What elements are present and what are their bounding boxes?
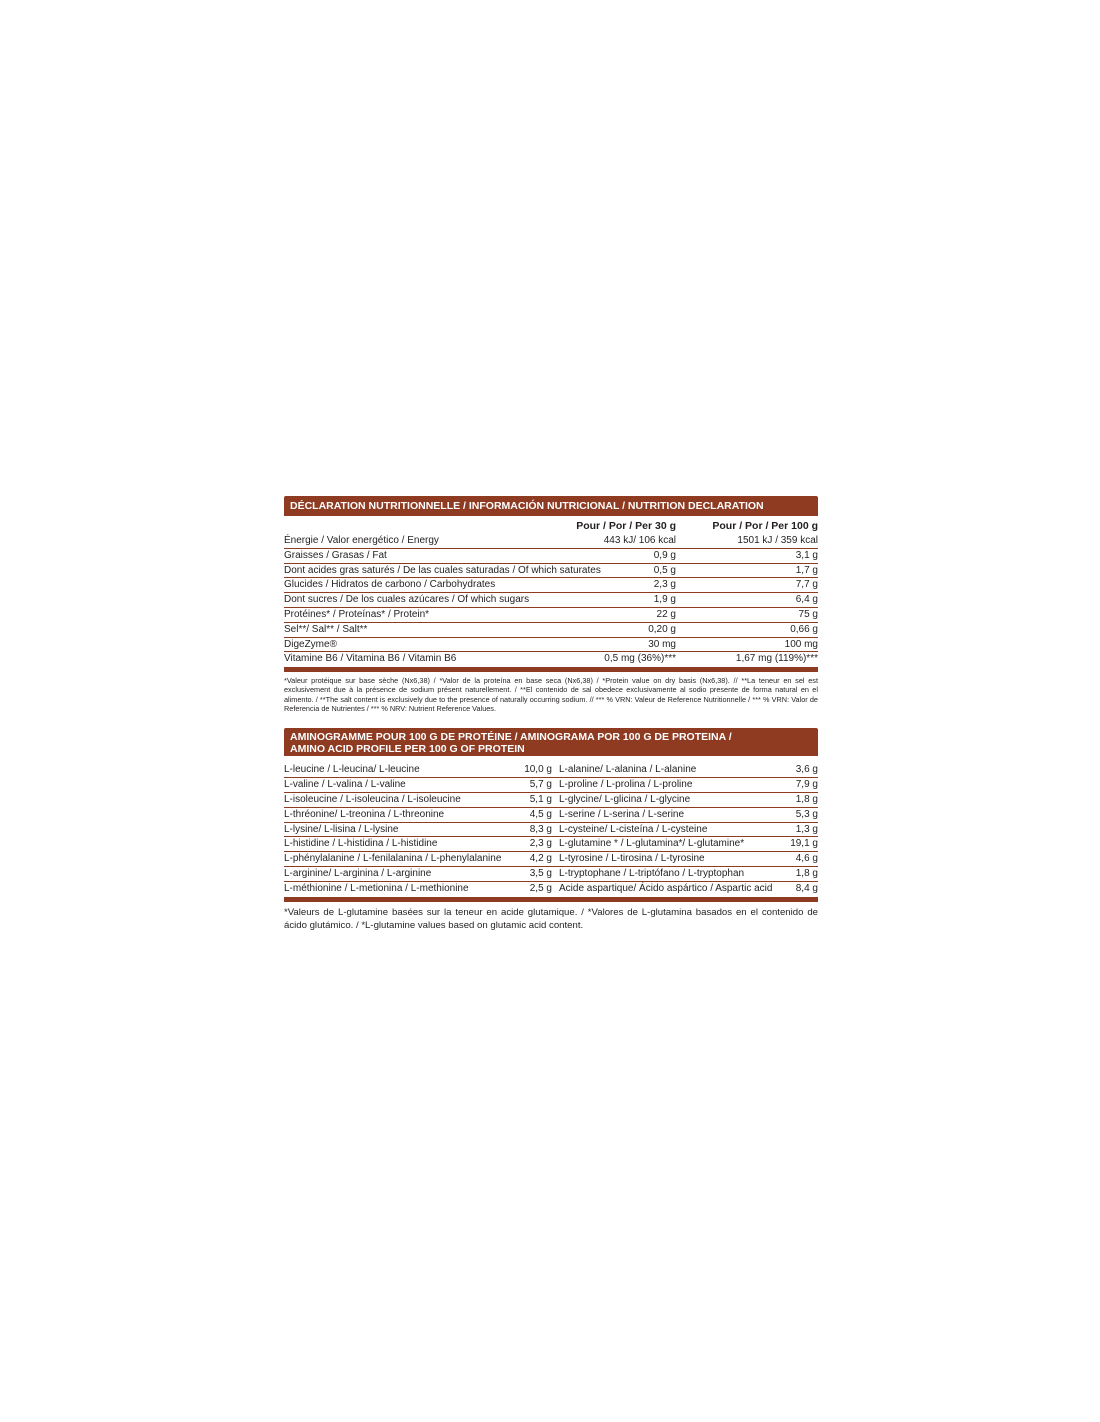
- value-per-100g: 100 mg: [784, 638, 818, 650]
- amino-label-left: L-phénylalanine / L-fenilalanina / L-phenylalanine: [284, 853, 502, 865]
- amino-value-right: 8,4 g: [795, 883, 818, 895]
- nutrition-column-headers: [284, 516, 818, 534]
- amino-value-left: 5,7 g: [529, 778, 552, 790]
- amino-value-right: 7,9 g: [795, 778, 818, 790]
- amino-title-line2: AMINO ACID PROFILE PER 100 G OF PROTEIN: [290, 743, 525, 755]
- amino-label-left: L-thréonine/ L-treonina / L-threonine: [284, 808, 445, 820]
- value-per-100g: 6,4 g: [795, 594, 818, 606]
- nutrient-label: Glucides / Hidratos de carbono / Carbohydrates: [284, 579, 496, 591]
- nutrition-table: [284, 534, 818, 672]
- amino-footnote: *Valeurs de L-glutamine basées sur la teneur en acide glutamique. / *Valores de L-glutamina basados en el contenido de ácido glutámico. / *L-glutamine values based on glutamic acid content.: [284, 907, 818, 932]
- column-per-100g: Pour / Por / Per 100 g: [712, 520, 818, 532]
- nutrient-label: Protéines* / Proteínas* / Protein*: [284, 608, 430, 620]
- nutrition-title: DÉCLARATION NUTRITIONNELLE / INFORMACIÓN NUTRICIONAL / NUTRITION DECLARATION: [284, 496, 818, 516]
- amino-row: [284, 882, 818, 897]
- value-per-30g: 0,20 g: [648, 623, 676, 635]
- amino-label-right: L-glycine/ L-glicina / L-glycine: [559, 793, 691, 805]
- nutrient-label: Graisses / Grasas / Fat: [284, 549, 387, 561]
- amino-value-right: 1,8 g: [795, 868, 818, 880]
- value-per-30g: 2,3 g: [653, 579, 676, 591]
- amino-acid-profile: [284, 728, 818, 932]
- amino-row: [284, 778, 818, 793]
- amino-value-right: 19,1 g: [790, 838, 818, 850]
- value-per-100g: 1501 kJ / 359 kcal: [737, 535, 818, 546]
- amino-row: [284, 793, 818, 808]
- amino-label-right: L-glutamine * / L-glutamina*/ L-glutamine*: [559, 838, 745, 850]
- amino-row: [284, 808, 818, 823]
- amino-value-right: 4,6 g: [795, 853, 818, 865]
- value-per-100g: 3,1 g: [795, 549, 818, 561]
- amino-label-left: L-isoleucine / L-isoleucina / L-isoleucine: [284, 793, 461, 805]
- amino-label-left: L-méthionine / L-metionina / L-methionine: [284, 883, 469, 895]
- amino-label-right: L-alanine/ L-alanina / L-alanine: [559, 764, 697, 775]
- amino-label-right: L-serine / L-serina / L-serine: [559, 808, 685, 820]
- amino-value-left: 2,5 g: [529, 883, 552, 895]
- amino-label-right: L-tryptophane / L-triptófano / L-tryptophan: [559, 868, 745, 880]
- table-bottom-rule: [284, 667, 818, 672]
- nutrition-row: [284, 638, 818, 653]
- value-per-30g: 0,5 g: [653, 564, 676, 576]
- value-per-100g: 75 g: [798, 608, 818, 620]
- nutrition-row: [284, 608, 818, 623]
- amino-value-left: 10,0 g: [524, 764, 552, 775]
- nutrient-label: DigeZyme®: [284, 638, 337, 650]
- amino-row: [284, 852, 818, 867]
- value-per-30g: 22 g: [656, 608, 676, 620]
- amino-value-right: 1,8 g: [795, 793, 818, 805]
- amino-label-left: L-histidine / L-histidina / L-histidine: [284, 838, 438, 850]
- nutrient-label: Sel**/ Sal** / Salt**: [284, 623, 368, 635]
- amino-value-left: 8,3 g: [529, 823, 552, 835]
- amino-row: [284, 867, 818, 882]
- amino-value-left: 4,5 g: [529, 808, 552, 820]
- nutrition-row: [284, 593, 818, 608]
- amino-row: [284, 823, 818, 838]
- amino-value-right: 3,6 g: [795, 764, 818, 775]
- amino-bottom-rule: [284, 897, 818, 902]
- nutrition-row: [284, 578, 818, 593]
- value-per-30g: 443 kJ/ 106 kcal: [603, 535, 676, 546]
- value-per-100g: 1,7 g: [795, 564, 818, 576]
- amino-label-right: L-proline / L-prolina / L-proline: [559, 778, 693, 790]
- nutrient-label: Énergie / Valor energético / Energy: [284, 535, 439, 546]
- value-per-30g: 0,9 g: [653, 549, 676, 561]
- amino-label-left: L-valine / L-valina / L-valine: [284, 778, 406, 790]
- amino-value-left: 4,2 g: [529, 853, 552, 865]
- nutrition-row: [284, 623, 818, 638]
- amino-value-right: 1,3 g: [795, 823, 818, 835]
- nutrient-label: Dont sucres / De los cuales azúcares / Of which sugars: [284, 594, 530, 606]
- amino-value-left: 3,5 g: [529, 868, 552, 880]
- amino-row: [284, 763, 818, 778]
- amino-table: [284, 763, 818, 902]
- amino-row: [284, 837, 818, 852]
- value-per-100g: 0,66 g: [790, 623, 818, 635]
- value-per-30g: 0,5 mg (36%)***: [604, 653, 676, 665]
- nutrition-row: [284, 549, 818, 564]
- nutrient-label: Vitamine B6 / Vitamina B6 / Vitamin B6: [284, 653, 457, 665]
- nutrient-label: Dont acides gras saturés / De las cuales saturadas / Of which saturates: [284, 564, 601, 576]
- amino-label-right: L-cysteine/ L-cisteína / L-cysteine: [559, 823, 708, 835]
- amino-title: [284, 728, 818, 756]
- amino-label-right: Acide aspartique/ Ácido aspártico / Aspartic acid: [559, 883, 773, 895]
- amino-title-line1: AMINOGRAMME POUR 100 G DE PROTÉINE / AMINOGRAMA POR 100 G DE PROTEINA /: [290, 731, 732, 743]
- nutrition-declaration: [284, 496, 818, 713]
- amino-value-right: 5,3 g: [795, 808, 818, 820]
- amino-value-left: 5,1 g: [529, 793, 552, 805]
- value-per-30g: 1,9 g: [653, 594, 676, 606]
- amino-label-left: L-lysine/ L-lisina / L-lysine: [284, 823, 399, 835]
- value-per-30g: 30 mg: [648, 638, 676, 650]
- nutrition-row: [284, 534, 818, 549]
- nutrition-row: [284, 652, 818, 667]
- column-per-30g: Pour / Por / Per 30 g: [576, 520, 676, 532]
- amino-value-left: 2,3 g: [529, 838, 552, 850]
- amino-label-left: L-leucine / L-leucina/ L-leucine: [284, 764, 420, 775]
- value-per-100g: 1,67 mg (119%)***: [735, 653, 818, 665]
- amino-label-right: L-tyrosine / L-tirosina / L-tyrosine: [559, 853, 705, 865]
- nutrition-row: [284, 564, 818, 579]
- nutrition-footnote: *Valeur protéique sur base sèche (Nx6,38) / *Valor de la proteína en base seca (Nx6,38) / *Protein value on dry basis (Nx6,38). // **La teneur en sel est exclusivement due à la présence de sodium présent naturellement. / **El contenido de sal obedece exclusivamente al sodio presente de forma natural en el alimento. / **The salt content is exclusively due to the presence of naturally occurring sodium. // *** % VRN: Valeur de Reference Nutritionnelle / *** % VRN: Valor de Referencia de Nutrientes / *** % NRV: Nutrient Reference Values.: [284, 676, 818, 713]
- amino-label-left: L-arginine/ L-arginina / L-arginine: [284, 868, 432, 880]
- value-per-100g: 7,7 g: [795, 579, 818, 591]
